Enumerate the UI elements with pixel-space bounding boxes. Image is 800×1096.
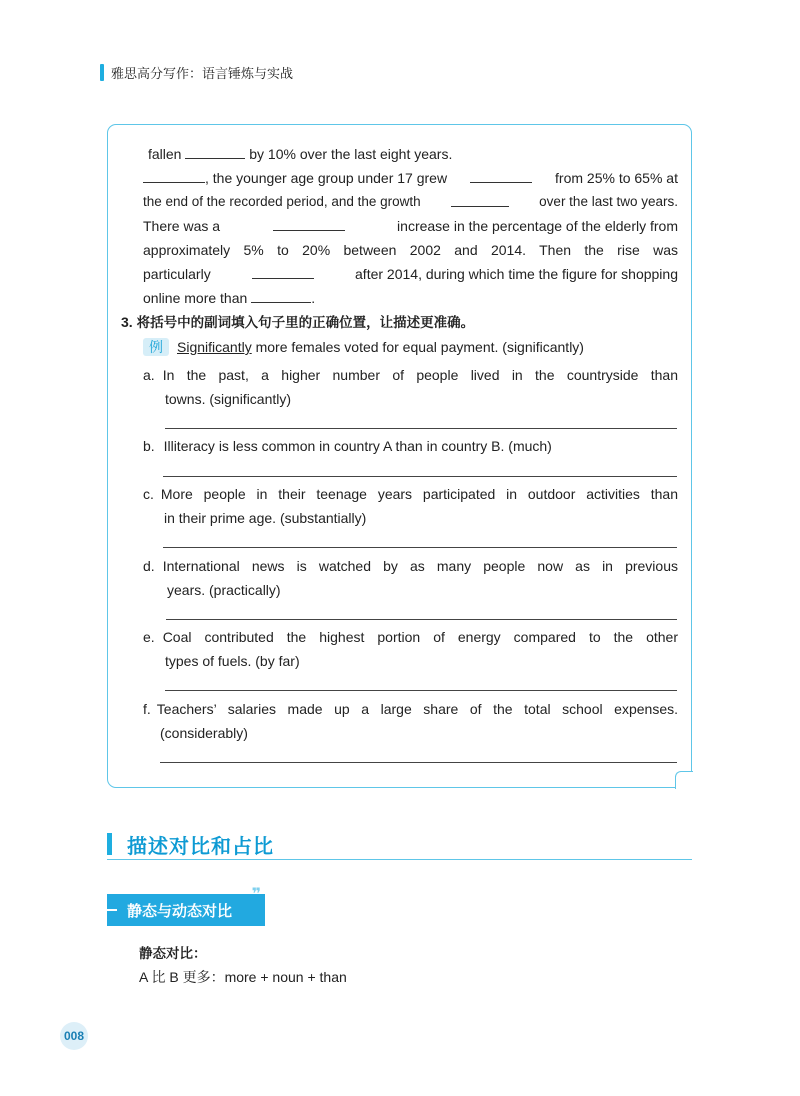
answer-line-a[interactable] [165, 428, 677, 429]
section-heading [107, 828, 692, 860]
text: after 2014, during which time the figure for shopping [355, 266, 678, 282]
answer-line-b[interactable] [163, 476, 677, 477]
ex2-line-3 [143, 193, 678, 211]
header-title: 雅思高分写作：语言锤炼与实战 [111, 65, 294, 81]
body-heading: 静态对比： [139, 946, 207, 961]
ex2-line-1 [148, 145, 452, 163]
ex3-instruction [121, 313, 474, 332]
item-text: Teachers’ salaries made up a large share of the total school expenses. [156, 701, 678, 717]
ex2-line-7 [143, 289, 315, 307]
ex2-line-5: approximately 5% to 20% between 2002 and 2014. Then the rise was [143, 242, 678, 258]
ex3-item-f-line1 [143, 700, 678, 718]
item-letter: f. [143, 701, 151, 717]
answer-line-f[interactable] [160, 762, 677, 763]
item-letter: a. [143, 367, 155, 383]
text: fallen [148, 146, 182, 162]
tag-tick-mark [107, 909, 117, 911]
ex3-item-d-line2: years. (practically) [167, 582, 281, 598]
ex3-item-e-line2: types of fuels. (by far) [165, 653, 300, 669]
example-text: more females voted for equal payment. (significantly) [255, 339, 584, 355]
answer-line-d[interactable] [166, 619, 677, 620]
text: online more than [143, 290, 248, 306]
item-letter: e. [143, 629, 155, 645]
item-letter: d. [143, 558, 155, 574]
text: the end of the recorded period, and the growth [143, 194, 421, 209]
running-header [100, 62, 293, 82]
item-letter: b. [143, 438, 155, 454]
quote-icon: ❞ [251, 886, 261, 903]
fill-blank[interactable] [251, 289, 311, 303]
section-title: 描述对比和占比 [127, 836, 274, 858]
fill-blank[interactable] [470, 169, 532, 183]
item-letter: c. [143, 486, 154, 502]
ex3-item-f-line2: (considerably) [160, 725, 248, 741]
ex3-item-b-line1 [143, 437, 552, 455]
instruction-text: 将括号中的副词填入句子里的正确位置，让描述更准确。 [136, 315, 475, 330]
subsection-title: 静态与动态对比 [127, 903, 233, 920]
ex3-item-d-line1 [143, 557, 678, 575]
item-text: Coal contributed the highest portion of energy compared to the other [162, 629, 678, 645]
item-text: International news is watched by as many people now as in previous [162, 558, 678, 574]
ex2-line-4 [143, 217, 678, 235]
text: increase in the percentage of the elderly from [397, 218, 678, 234]
text: from 25% to 65% at [555, 170, 678, 186]
item-text: Illiteracy is less common in country A than in country B. (much) [163, 438, 552, 454]
subsection-tag [107, 886, 265, 926]
ex3-item-c-line2: in their prime age. (substantially) [164, 510, 367, 526]
example-badge: 例 [143, 338, 169, 356]
ex3-example [143, 338, 584, 356]
fill-blank[interactable] [185, 145, 245, 159]
ex3-item-a-line1 [143, 366, 678, 384]
ex2-line-6 [143, 265, 678, 283]
text: over the last two years. [539, 194, 678, 209]
text: , the younger age group under 17 grew [205, 170, 448, 186]
answer-line-e[interactable] [165, 690, 677, 691]
fill-blank[interactable] [143, 169, 205, 183]
text: by 10% over the last eight years. [249, 146, 453, 162]
section-accent-bar [107, 833, 112, 855]
text: . [311, 290, 316, 306]
page-curl-corner [675, 771, 693, 789]
ex3-item-e-line1 [143, 628, 678, 646]
body-formula: A 比 B 更多：more + noun + than [139, 969, 347, 985]
text: particularly [143, 266, 211, 282]
example-answer: Significantly [177, 339, 252, 355]
fill-blank[interactable] [252, 265, 314, 279]
item-text: More people in their teenage years participated in outdoor activities than [160, 486, 678, 502]
answer-line-c[interactable] [163, 547, 677, 548]
question-number: 3. [121, 314, 133, 330]
page-number: 008 [60, 1022, 88, 1050]
ex3-item-c-line1 [143, 485, 678, 503]
ex3-item-a-line2: towns. (significantly) [165, 391, 292, 407]
header-accent-bar [100, 64, 104, 81]
fill-blank[interactable] [273, 217, 345, 231]
item-text: In the past, a higher number of people lived in the countryside than [162, 367, 678, 383]
text: There was a [143, 218, 221, 234]
fill-blank[interactable] [451, 193, 509, 207]
ex2-line-2 [143, 169, 678, 187]
